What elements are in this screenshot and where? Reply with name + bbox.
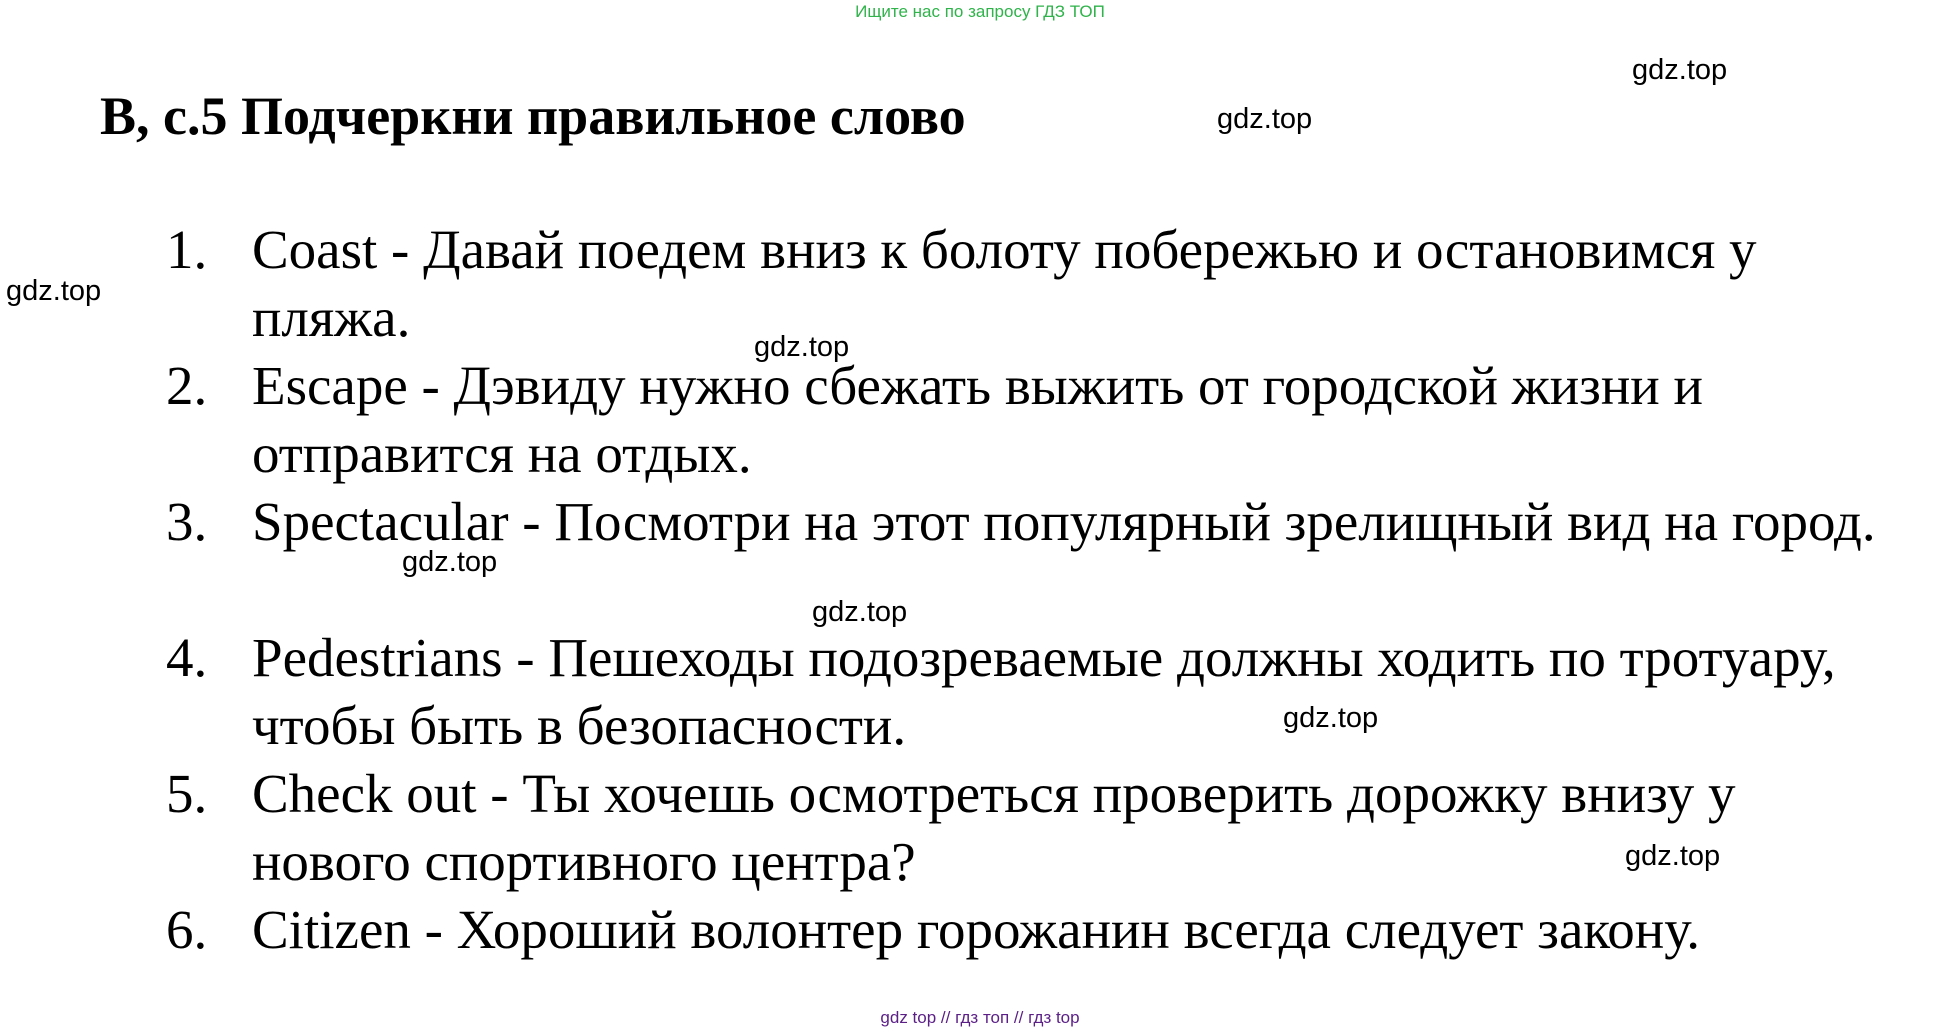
footer-banner: gdz top // гдз топ // гдз top bbox=[880, 1008, 1080, 1027]
item-text: Citizen - Хороший волонтер горожанин всегда следует закону. bbox=[252, 899, 1700, 960]
list-item-5 bbox=[166, 760, 1906, 896]
item-number: 3. bbox=[166, 491, 208, 552]
exercise-title: B, c.5 Подчеркни правильное слово bbox=[100, 86, 966, 146]
list-item-1 bbox=[166, 216, 1906, 352]
top-banner: Ищите нас по запросу ГДЗ ТОП bbox=[855, 2, 1105, 21]
item-text: Check out - Ты хочешь осмотреться проверить дорожку внизу у нового спортивного центра? bbox=[252, 763, 1736, 892]
item-number: 5. bbox=[166, 763, 208, 824]
item-number: 4. bbox=[166, 627, 208, 688]
item-number: 2. bbox=[166, 355, 208, 416]
watermark-text: gdz.top bbox=[812, 596, 908, 628]
item-number: 1. bbox=[166, 219, 208, 280]
watermark-text: gdz.top bbox=[1625, 840, 1721, 872]
watermark-text: gdz.top bbox=[1217, 103, 1313, 135]
exercise-list bbox=[166, 216, 1906, 1032]
item-text: Spectacular - Посмотри на этот популярный зрелищный вид на город. bbox=[252, 491, 1876, 552]
list-item-2 bbox=[166, 352, 1906, 488]
watermark-text: gdz.top bbox=[402, 546, 498, 578]
item-number: 6. bbox=[166, 899, 208, 960]
item-text: Coast - Давай поедем вниз к болоту побережью и остановимся у пляжа. bbox=[252, 219, 1757, 348]
item-text: Pedestrians - Пешеходы подозреваемые должны ходить по тротуару, чтобы быть в безопасности. bbox=[252, 627, 1836, 756]
list-item-4 bbox=[166, 624, 1906, 760]
watermark-text: gdz.top bbox=[1632, 54, 1728, 86]
watermark-text: gdz.top bbox=[1283, 702, 1379, 734]
watermark-text: gdz.top bbox=[6, 275, 102, 307]
watermark-text: gdz.top bbox=[754, 331, 850, 363]
item-text: Escape - Дэвиду нужно сбежать выжить от городской жизни и отправится на отдых. bbox=[252, 355, 1703, 484]
